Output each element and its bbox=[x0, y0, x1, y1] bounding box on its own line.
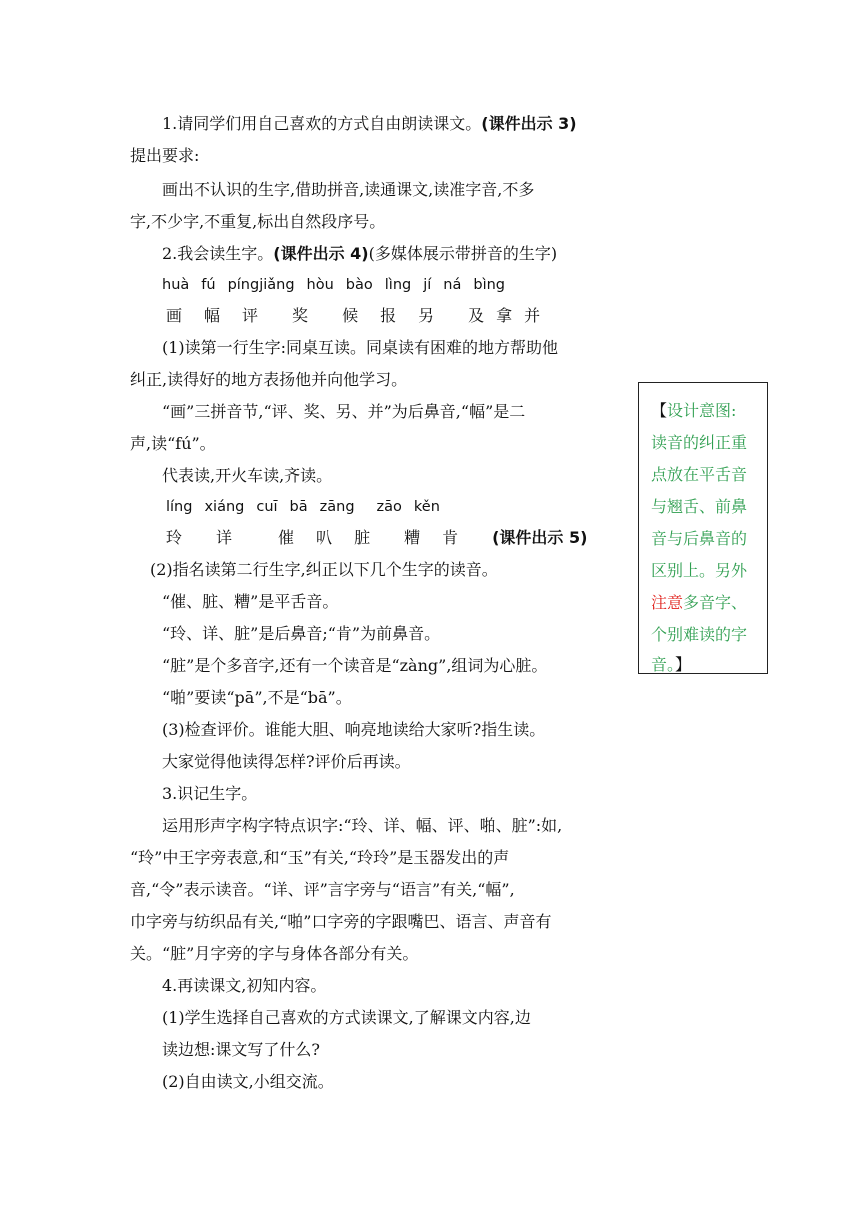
requirement-intro: 提出要求: bbox=[130, 146, 200, 165]
design-intent-text: 多音字、 bbox=[683, 593, 748, 612]
step-4-line-2: 读边想:课文写了什么? bbox=[162, 1040, 320, 1059]
read-row-1-b: 纠正,读得好的地方表扬他并向他学习。 bbox=[130, 370, 408, 389]
char: 另 bbox=[418, 306, 435, 325]
design-intent-line bbox=[651, 655, 691, 675]
step-3-line-5: 关。“脏”月字旁的字与身体各部分有关。 bbox=[130, 944, 419, 963]
pinyin: líng bbox=[166, 499, 193, 515]
design-intent-title bbox=[651, 401, 736, 421]
design-intent-box bbox=[638, 382, 768, 674]
char: 画 bbox=[166, 306, 183, 325]
pinyin: cuī bbox=[256, 499, 278, 515]
char: 幅 bbox=[204, 306, 221, 325]
step-2-note: (多媒体展示带拼音的生字) bbox=[368, 244, 558, 263]
read-row-2-d: “脏”是个多音字,还有一个读音是“zàng”,组词为心脏。 bbox=[162, 656, 548, 675]
design-intent-line: 区别上。另外 bbox=[651, 561, 748, 580]
pinyin: píngjiǎng bbox=[227, 277, 295, 293]
design-intent-line: 音与后鼻音的 bbox=[651, 529, 748, 548]
pinyin: hòu bbox=[306, 277, 334, 293]
close-bracket: 】 bbox=[675, 655, 692, 674]
slide-ref-3: (课件出示 3) bbox=[481, 114, 577, 133]
char: 奖 bbox=[292, 306, 309, 325]
pinyin: ná bbox=[443, 277, 462, 293]
pinyin: bìng bbox=[473, 277, 505, 293]
read-row-2-c: “玲、详、脏”是后鼻音;“肯”为前鼻音。 bbox=[162, 624, 441, 643]
pinyin: huà bbox=[162, 277, 190, 293]
char: 评 bbox=[242, 306, 259, 325]
read-row-3-a: (3)检查评价。谁能大胆、响亮地读给大家听?指生读。 bbox=[162, 720, 546, 739]
char: 详 bbox=[216, 528, 233, 547]
read-row-2-b: “催、脏、糟”是平舌音。 bbox=[162, 592, 339, 611]
char-row-1 bbox=[166, 306, 540, 326]
design-intent-text: 音。 bbox=[651, 655, 676, 674]
char: 玲 bbox=[166, 528, 183, 547]
pinyin: fú bbox=[201, 277, 216, 293]
char: 糟 bbox=[404, 528, 421, 547]
step-1-text: 1.请同学们用自己喜欢的方式自由朗读课文。 bbox=[162, 114, 482, 133]
open-bracket: 【 bbox=[651, 401, 668, 420]
pinyin: xiáng bbox=[204, 499, 245, 515]
design-intent-line: 点放在平舌音 bbox=[651, 465, 748, 484]
slide-ref-5: (课件出示 5) bbox=[492, 528, 588, 547]
step-2-line bbox=[162, 244, 557, 264]
char: 并 bbox=[524, 306, 541, 325]
design-intent-line: 个别难读的字 bbox=[651, 625, 748, 644]
char-row-2 bbox=[166, 528, 587, 548]
char: 拿 bbox=[496, 306, 513, 325]
read-row-2-a: (2)指名读第二行生字,纠正以下几个生字的读音。 bbox=[150, 560, 498, 579]
pinyin-row-1 bbox=[162, 275, 505, 295]
pinyin: lìng bbox=[384, 277, 412, 293]
step-4-heading: 4.再读课文,初知内容。 bbox=[162, 976, 327, 995]
requirement-line-1: 画出不认识的生字,借助拼音,读通课文,读准字音,不多 bbox=[162, 180, 535, 199]
read-row-2-e: “啪”要读“pā”,不是“bā”。 bbox=[162, 688, 352, 707]
read-row-1-d: 声,读“fú”。 bbox=[130, 434, 216, 453]
step-2-text: 2.我会读生字。 bbox=[162, 244, 274, 263]
char: 肯 bbox=[442, 528, 459, 547]
highlight-text: 注意 bbox=[651, 593, 684, 612]
slide-ref-4: (课件出示 4) bbox=[273, 244, 369, 263]
step-3-line-1: 运用形声字构字特点识字:“玲、详、幅、评、啪、脏”:如, bbox=[162, 816, 563, 835]
step-1-line bbox=[162, 114, 577, 134]
step-3-line-2: “玲”中王字旁表意,和“玉”有关,“玲玲”是玉器发出的声 bbox=[130, 848, 510, 867]
char: 催 bbox=[278, 528, 295, 547]
step-4-line-3: (2)自由读文,小组交流。 bbox=[162, 1072, 334, 1091]
read-row-1-c: “画”三拼音节,“评、奖、另、并”为后鼻音,“幅”是二 bbox=[162, 402, 526, 421]
pinyin: jí bbox=[423, 277, 432, 293]
read-row-1-a: (1)读第一行生字:同桌互读。同桌读有困难的地方帮助他 bbox=[162, 338, 559, 357]
step-3-line-3: 音,“令”表示读音。“详、评”言字旁与“语言”有关,“幅”, bbox=[130, 880, 515, 899]
design-intent-line bbox=[651, 593, 747, 613]
step-3-heading: 3.识记生字。 bbox=[162, 784, 258, 803]
step-3-line-4: 巾字旁与纺织品有关,“啪”口字旁的字跟嘴巴、语言、声音有 bbox=[130, 912, 552, 931]
char: 叭 bbox=[316, 528, 333, 547]
pinyin: bào bbox=[345, 277, 373, 293]
pinyin: zāo bbox=[376, 499, 402, 515]
read-row-3-b: 大家觉得他读得怎样?评价后再读。 bbox=[162, 752, 411, 771]
pinyin: bā bbox=[289, 499, 308, 515]
read-row-1-e: 代表读,开火车读,齐读。 bbox=[162, 466, 333, 485]
char: 候 bbox=[342, 306, 359, 325]
pinyin: kěn bbox=[413, 499, 440, 515]
pinyin: zāng bbox=[319, 499, 355, 515]
step-4-line-1: (1)学生选择自己喜欢的方式读课文,了解课文内容,边 bbox=[162, 1008, 531, 1027]
design-intent-line: 读音的纠正重 bbox=[651, 433, 748, 452]
pinyin-row-2 bbox=[166, 497, 440, 517]
char: 脏 bbox=[354, 528, 371, 547]
design-intent-line: 与翘舌、前鼻 bbox=[651, 497, 748, 516]
char: 及 bbox=[468, 306, 485, 325]
char: 报 bbox=[380, 306, 397, 325]
requirement-line-2: 字,不少字,不重复,标出自然段序号。 bbox=[130, 212, 386, 231]
design-intent-label: 设计意图: bbox=[667, 401, 737, 420]
